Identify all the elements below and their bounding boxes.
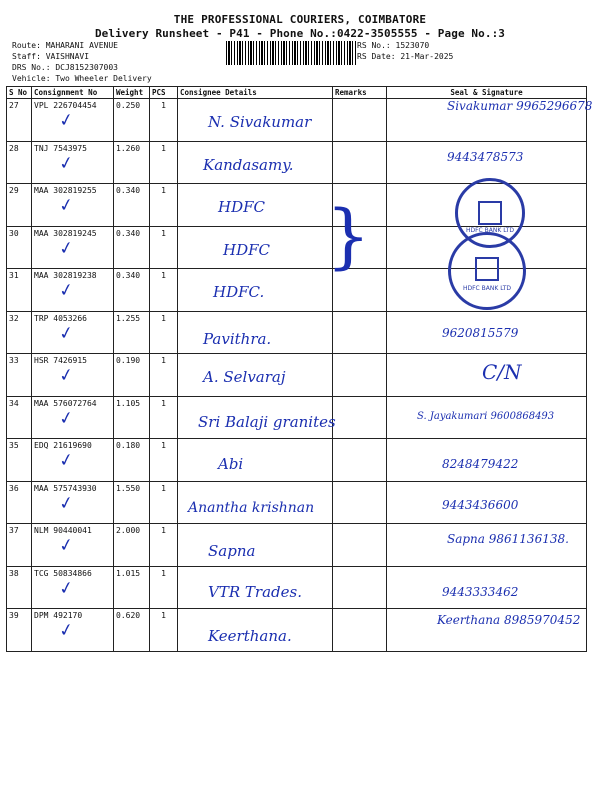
- col-header-consignment: Consignment No: [32, 87, 114, 99]
- check-mark-icon: ✓: [58, 106, 75, 132]
- rs-date: RS Date: 21-Mar-2025: [357, 52, 454, 61]
- check-mark-icon: ✓: [58, 233, 75, 260]
- cell-weight: 0.620: [114, 609, 150, 652]
- cell-signature: [387, 566, 587, 609]
- cell-consignment: [32, 354, 114, 397]
- cell-consignment: [32, 396, 114, 439]
- cell-consignment: [32, 439, 114, 482]
- runsheet-subtitle: Delivery Runsheet - P41 - Phone No.:0422-3505555 - Page No.:3: [94, 27, 506, 40]
- consignment-no: TRP 4053266: [34, 313, 87, 323]
- stamp-text: HDFC BANK LTD: [462, 285, 512, 292]
- cell-sno: 33: [7, 354, 32, 397]
- cell-sno: 32: [7, 311, 32, 354]
- cell-consignee: [178, 609, 333, 652]
- cell-pcs: 1: [150, 141, 178, 184]
- cell-consignee: [178, 141, 333, 184]
- check-mark-icon: ✓: [58, 446, 75, 472]
- col-header-weight: Weight: [114, 87, 150, 99]
- cell-sno: 29: [7, 184, 32, 227]
- col-header-sno: S No: [7, 87, 32, 99]
- col-header-pcs: PCS: [150, 87, 178, 99]
- consignment-no: MAA 302819255: [34, 186, 97, 195]
- drs-number: DRS No.: DCJ8152307003: [12, 63, 118, 72]
- stamp-text: HDFC BANK LTD: [465, 227, 515, 234]
- barcode: [226, 41, 356, 65]
- cell-sno: 28: [7, 141, 32, 184]
- cell-weight: 1.015: [114, 566, 150, 609]
- table-row: [7, 609, 587, 652]
- check-mark-icon: ✓: [58, 488, 75, 515]
- cell-remarks: [333, 311, 387, 354]
- handwritten-brace: }: [326, 195, 371, 277]
- table-row: [7, 99, 587, 142]
- table-row: [7, 354, 587, 397]
- consignee-handwriting: Sapna: [208, 542, 256, 560]
- cell-pcs: 1: [150, 566, 178, 609]
- table-row: [7, 481, 587, 524]
- cell-remarks: [333, 99, 387, 142]
- consignee-handwriting: HDFC: [218, 198, 265, 216]
- cell-pcs: 1: [150, 184, 178, 227]
- cell-weight: 0.250: [114, 99, 150, 142]
- cell-remarks: [333, 609, 387, 652]
- check-mark-icon: ✓: [58, 191, 75, 217]
- cell-remarks: [333, 354, 387, 397]
- cell-signature: [387, 481, 587, 524]
- staff-label: Staff: VAISHNAVI: [12, 52, 90, 61]
- signature-handwriting: S. Jayakumari 9600868493: [417, 410, 555, 422]
- signature-handwriting: 9443478573: [447, 149, 524, 164]
- cell-consignment: [32, 269, 114, 312]
- cell-signature: [387, 609, 587, 652]
- consignee-handwriting: N. Sivakumar: [208, 113, 312, 131]
- cell-consignment: [32, 481, 114, 524]
- cell-pcs: 1: [150, 524, 178, 567]
- cell-consignee: [178, 269, 333, 312]
- cell-signature: [387, 524, 587, 567]
- check-mark-icon: ✓: [58, 531, 75, 557]
- cell-sno: 38: [7, 566, 32, 609]
- table-header-row: [7, 87, 587, 99]
- cell-weight: 0.180: [114, 439, 150, 482]
- cell-pcs: 1: [150, 481, 178, 524]
- col-header-remarks: Remarks: [333, 87, 387, 99]
- consignment-no: NLM 90440041: [34, 526, 92, 535]
- page-title: THE PROFESSIONAL COURIERS, COIMBATORE: [173, 13, 427, 26]
- cell-sno: 37: [7, 524, 32, 567]
- cell-consignment: [32, 609, 114, 652]
- signature-handwriting: 9443333462: [442, 584, 519, 599]
- bank-logo-icon: [475, 257, 499, 281]
- cell-signature: [387, 311, 587, 354]
- cell-consignee: [178, 354, 333, 397]
- cell-sno: 27: [7, 99, 32, 142]
- check-mark-icon: ✓: [58, 148, 75, 175]
- rs-number: RS No.: 1523070: [357, 41, 430, 50]
- cell-consignment: [32, 566, 114, 609]
- cell-consignee: [178, 99, 333, 142]
- consignment-no: HSR 7426915: [34, 356, 87, 365]
- cell-signature: [387, 99, 593, 142]
- consignee-handwriting: HDFC.: [213, 283, 265, 301]
- cell-signature: [387, 396, 587, 439]
- consignee-handwriting: Sri Balaji granites: [198, 412, 336, 431]
- cell-signature: [387, 439, 587, 482]
- cell-remarks: [333, 396, 387, 439]
- cell-pcs: 1: [150, 609, 178, 652]
- check-mark-icon: ✓: [58, 276, 75, 302]
- cell-remarks: [333, 481, 387, 524]
- consignment-no: TNJ 7543975: [34, 143, 87, 153]
- cell-sno: 30: [7, 226, 32, 269]
- table-row: [7, 524, 587, 567]
- check-mark-icon: ✓: [58, 573, 75, 600]
- table-row: [7, 439, 587, 482]
- check-mark-icon: ✓: [58, 403, 75, 430]
- consignee-handwriting: HDFC: [223, 240, 270, 259]
- cell-pcs: 1: [150, 439, 178, 482]
- signature-handwriting: Sivakumar 9965296678: [447, 99, 593, 113]
- cell-weight: 1.550: [114, 481, 150, 524]
- cell-consignee: [178, 311, 333, 354]
- consignee-handwriting: Keerthana.: [208, 627, 292, 645]
- cell-pcs: 1: [150, 269, 178, 312]
- check-mark-icon: ✓: [58, 616, 75, 642]
- check-mark-icon: ✓: [58, 361, 75, 387]
- cell-remarks: [333, 524, 387, 567]
- cell-consignment: [32, 226, 114, 269]
- consignee-handwriting: Abi: [218, 455, 244, 473]
- cell-pcs: 1: [150, 396, 178, 439]
- cell-consignment: [32, 99, 114, 142]
- signature-handwriting: C/N: [482, 360, 522, 384]
- consignee-handwriting: VTR Trades.: [208, 582, 302, 601]
- consignee-handwriting: Anantha krishnan: [188, 499, 315, 516]
- consignment-no: VPL 226704454: [34, 101, 97, 110]
- cell-weight: 1.105: [114, 396, 150, 439]
- signature-handwriting: Keerthana 8985970452: [437, 613, 581, 627]
- cell-consignment: [32, 524, 114, 567]
- consignment-no: EDQ 21619690: [34, 441, 92, 450]
- signature-handwriting: 9620815579: [442, 325, 519, 340]
- col-header-signature: Seal & Signature: [387, 87, 587, 99]
- col-header-consignee: Consignee Details: [178, 87, 333, 99]
- table-row: [7, 396, 587, 439]
- consignment-no: TCG 50834866: [34, 568, 92, 578]
- consignment-no: MAA 302819245: [34, 228, 97, 238]
- runsheet-table: [6, 86, 593, 652]
- cell-consignee: [178, 566, 333, 609]
- table-row: [7, 141, 587, 184]
- cell-weight: 0.340: [114, 269, 150, 312]
- cell-pcs: 1: [150, 311, 178, 354]
- cell-consignment: [32, 311, 114, 354]
- cell-consignment: [32, 141, 114, 184]
- cell-consignee: [178, 439, 333, 482]
- cell-consignee: [178, 396, 336, 439]
- cell-consignee: [178, 184, 333, 227]
- cell-remarks: [333, 566, 387, 609]
- cell-weight: 1.260: [114, 141, 150, 184]
- check-mark-icon: ✓: [58, 318, 75, 345]
- cell-consignee: [178, 524, 333, 567]
- signature-handwriting: 9443436600: [442, 497, 519, 512]
- signature-handwriting: 8248479422: [442, 457, 519, 471]
- consignee-handwriting: Kandasamy.: [203, 155, 294, 174]
- consignment-no: MAA 302819238: [34, 271, 97, 280]
- cell-weight: 0.190: [114, 354, 150, 397]
- cell-pcs: 1: [150, 226, 178, 269]
- cell-weight: 2.000: [114, 524, 150, 567]
- cell-pcs: 1: [150, 99, 178, 142]
- cell-weight: 0.340: [114, 184, 150, 227]
- cell-consignee: [178, 481, 333, 524]
- cell-sno: 35: [7, 439, 32, 482]
- cell-remarks: [333, 141, 387, 184]
- consignment-no: MAA 575743930: [34, 483, 97, 493]
- cell-remarks: [333, 439, 387, 482]
- route-label: Route: MAHARANI AVENUE: [12, 41, 118, 50]
- cell-sno: 34: [7, 396, 32, 439]
- vehicle-label: Vehicle: Two Wheeler Delivery: [12, 74, 152, 83]
- cell-sno: 39: [7, 609, 32, 652]
- cell-signature: [387, 354, 587, 397]
- cell-pcs: 1: [150, 354, 178, 397]
- table-row: [7, 311, 587, 354]
- cell-consignee: [178, 226, 333, 269]
- signature-handwriting: Sapna 9861136138.: [447, 532, 569, 546]
- consignment-no: MAA 576072764: [34, 398, 97, 408]
- cell-sno: 36: [7, 481, 32, 524]
- cell-sno: 31: [7, 269, 32, 312]
- consignee-handwriting: Pavithra.: [203, 329, 272, 348]
- bank-stamp: [448, 232, 526, 310]
- cell-weight: 0.340: [114, 226, 150, 269]
- cell-consignment: [32, 184, 114, 227]
- cell-weight: 1.255: [114, 311, 150, 354]
- consignment-no: DPM 492170: [34, 611, 83, 620]
- table-row: [7, 566, 587, 609]
- consignee-handwriting: A. Selvaraj: [203, 368, 286, 386]
- bank-logo-icon: [478, 201, 502, 225]
